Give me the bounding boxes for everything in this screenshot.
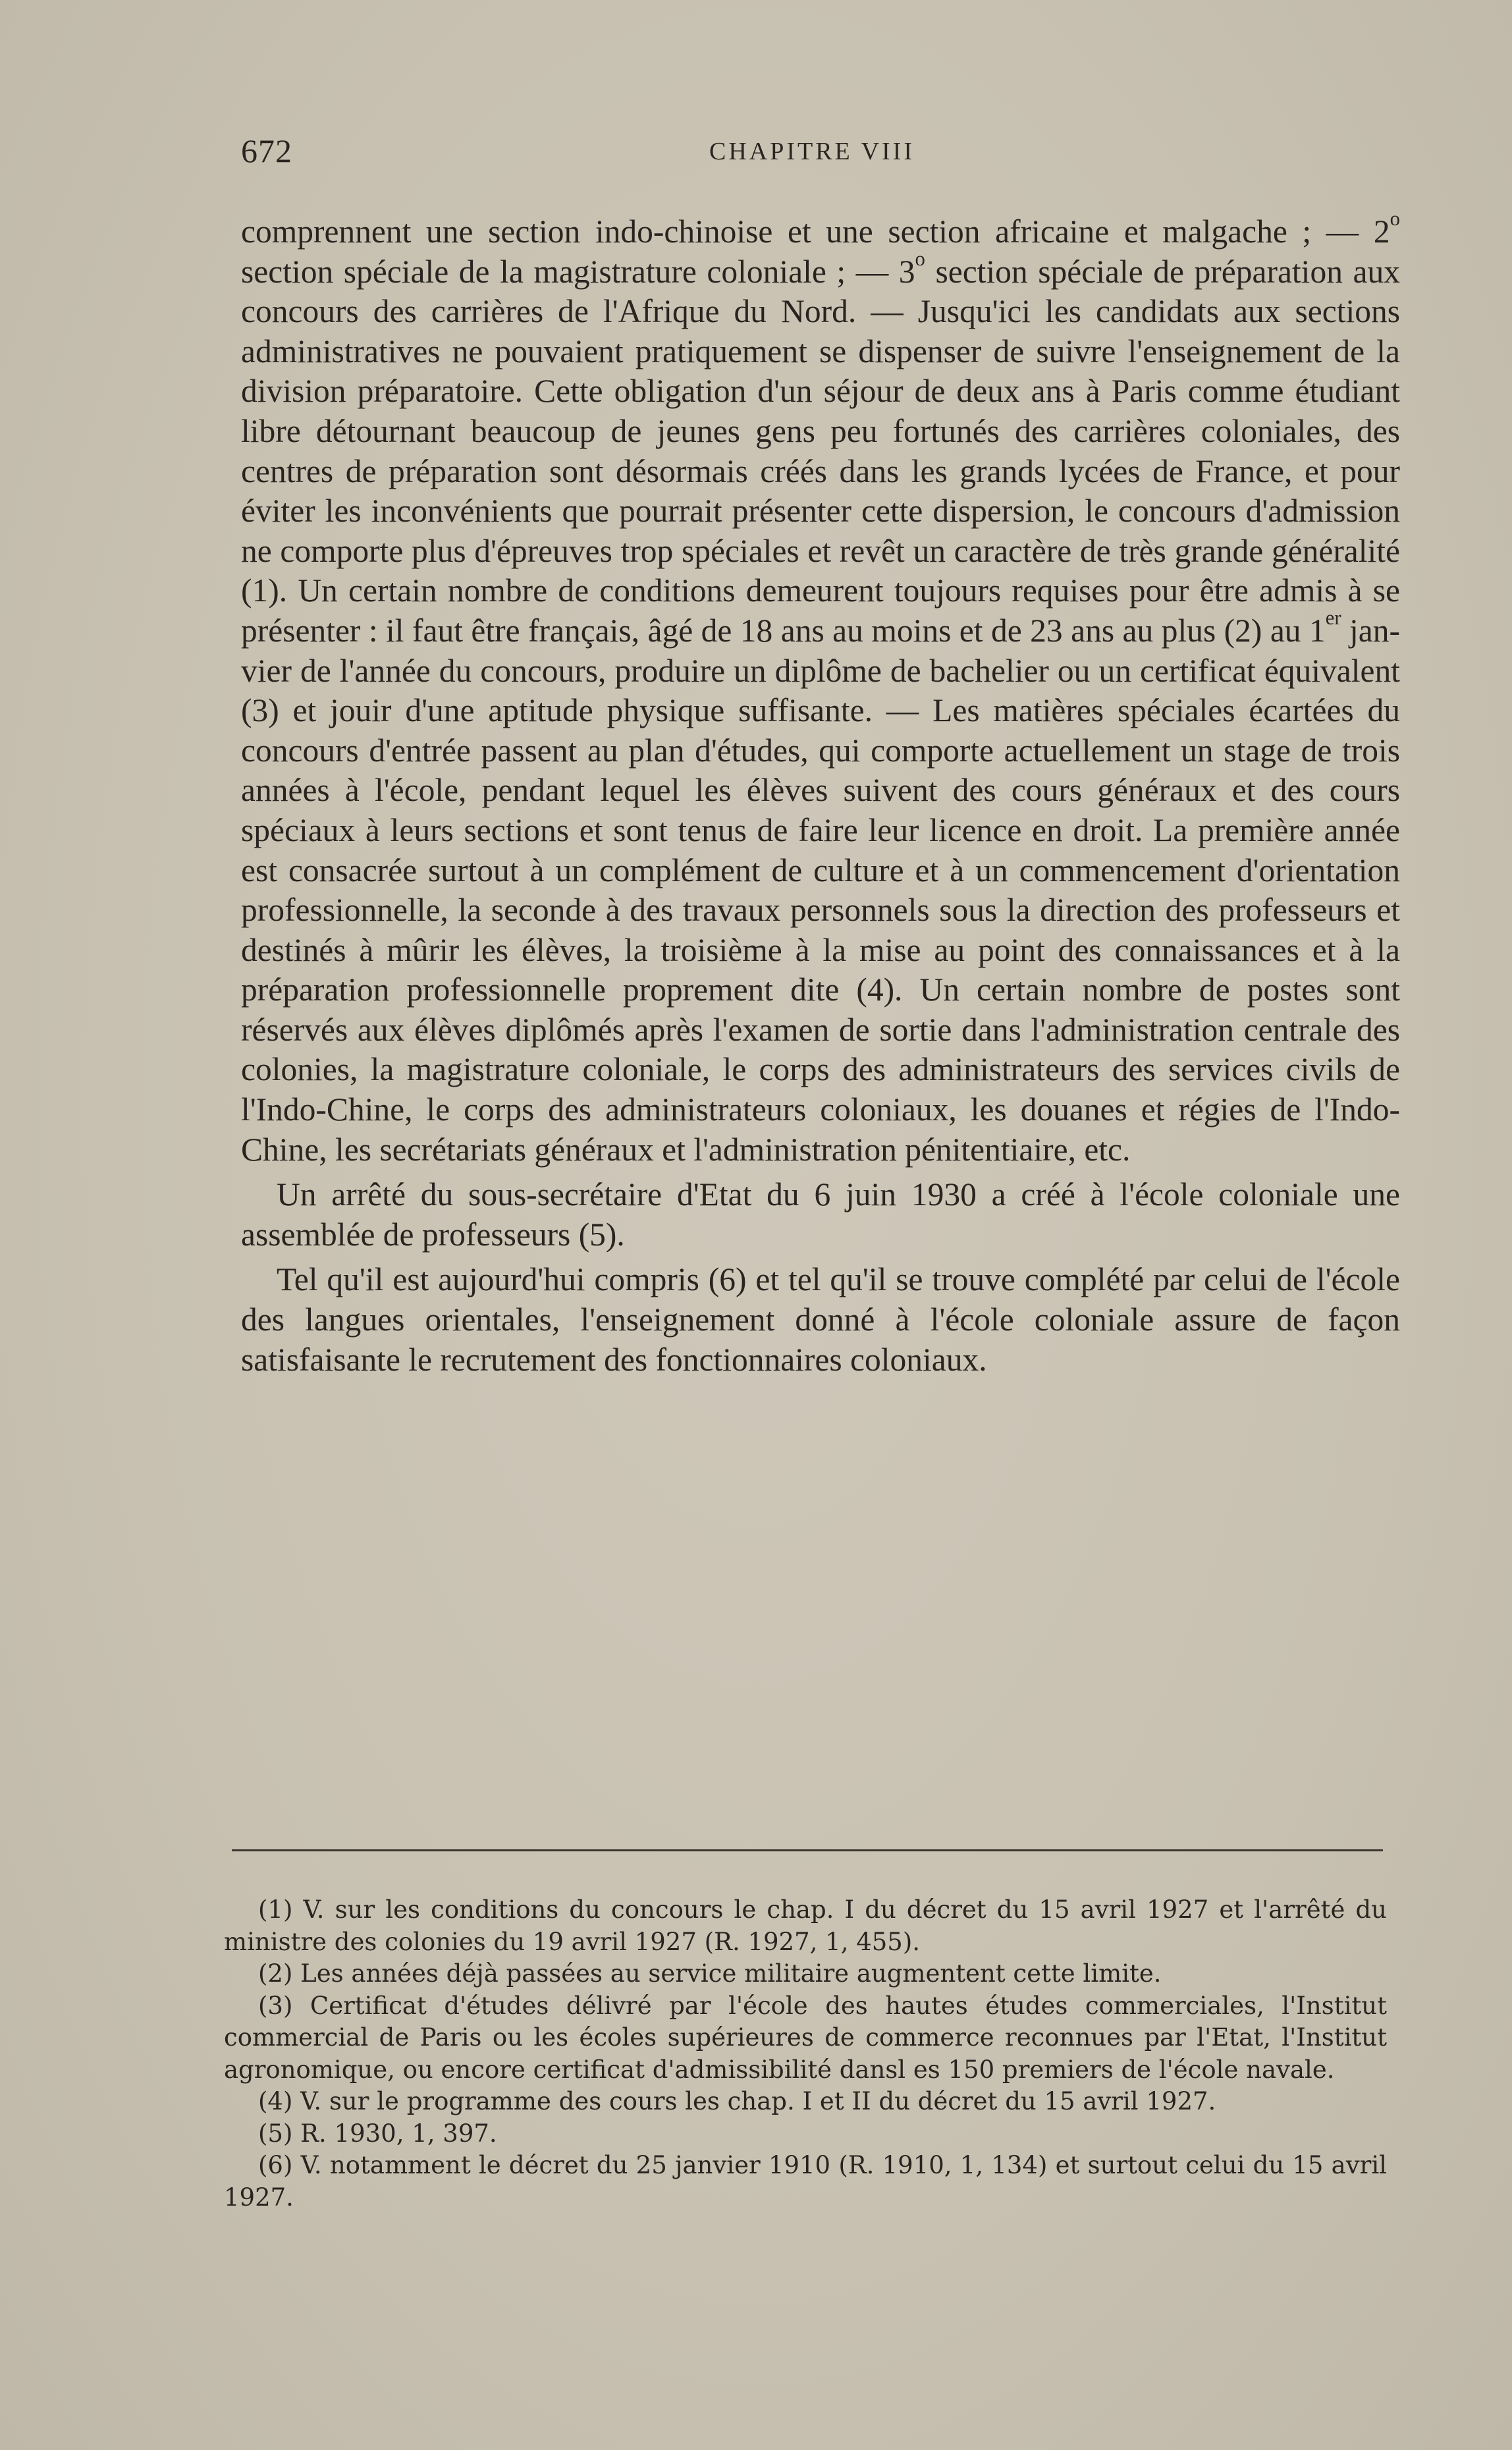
paragraph-1-part-c: section spéciale de préparation aux concours des carrières de l'Afrique du Nord. — Jusqu'ici les candidats aux sections administratives ne pouvaient pratiquement se dispenser de suivre l'enseignement de la division préparatoire. Cette obligation d'un séjour de deux ans à Paris comme étudiant libre détournant beaucoup de jeunes gens peu fortunés des carrières coloniales, des centres de préparation sont désormais créés dans les grands lycées de France, et pour éviter les inconvénients que pourrait présenter cette dispersion, le concours d'admission ne comporte plus d'épreuves trop spéciales et revêt un caractère de très grande généralité (1). Un certain nombre de conditions demeurent toujours requises pour être admis à se présenter : il faut être français, âgé de 18 ans au moins et de 23 ans au plus (2) au 1 bbox=[241, 253, 1400, 649]
footnote-1: (1) V. sur les conditions du concours le chap. I du décret du 15 avril 1927 et l'arrêté du ministre des colonies du 19 avril 1927 (R. 1927, 1, 455). bbox=[224, 1895, 1387, 1956]
footnote-3: (3) Certificat d'études délivré par l'école des hautes études commerciales, l'Institut commercial de Paris ou les écoles supérieures de commerce reconnues par l'Etat, l'Institut agronomique, ou encore certificat d'admissibilité dansl es 150 premiers de l'école navale. bbox=[224, 1991, 1387, 2084]
running-head: CHAPITRE VIII bbox=[709, 138, 915, 165]
paragraph-1-part-b: section spéciale de la magistrature coloniale ; — 3 bbox=[241, 253, 915, 290]
page-header bbox=[241, 132, 1383, 178]
paragraph-2: Un arrêté du sous-secrétaire d'Etat du 6 juin 1930 a créé à l'école coloniale une assemblée de professeurs (5). bbox=[241, 1176, 1400, 1253]
footnote-2: (2) Les années déjà passées au service militaire augmentent cette limite. bbox=[258, 1959, 1162, 1988]
ordinal-suffix: er bbox=[1325, 606, 1341, 629]
ordinal-suffix: o bbox=[1390, 207, 1400, 230]
paragraph-1 bbox=[241, 207, 1400, 1170]
body-text bbox=[241, 207, 1400, 1380]
paragraph-3: Tel qu'il est aujourd'hui compris (6) et tel qu'il se trouve complété par celui de l'école des langues orientales, l'enseignement donné à l'école coloniale assure de façon satisfaisante le recrutement des fonctionnaires coloniaux. bbox=[241, 1261, 1400, 1378]
paragraph-1-part-d: janvier de l'année du concours, produire un diplôme de bachelier ou un certificat équivalent (3) et jouir d'une aptitude physique suffisante. — Les matières spéciales écartées du concours d'entrée passent au plan d'études, qui comporte actuellement un stage de trois années à l'école, pendant lequel les élèves suivent des cours généraux et des cours spéciaux à leurs sections et sont tenus de faire leur licence en droit. La première année est consacrée surtout à un complément de culture et à un commencement d'orientation professionnelle, la seconde à des travaux personnels sous la direction des professeurs et destinés à mûrir les élèves, la troisième à la mise au point des connaissances et à la préparation professionnelle proprement dite (4). Un certain nombre de postes sont réservés aux élèves diplômés après l'examen de sortie dans l'administration centrale des colonies, la magistrature coloniale, le corps des administrateurs des services civils de l'Indo-Chine, le corps des administrateurs coloniaux, les douanes et régies de l'Indo-Chine, les secrétariats généraux et l'administration pénitentiaire, etc. bbox=[241, 612, 1400, 1168]
footnote-6: (6) V. notamment le décret du 25 janvier 1910 (R. 1910, 1, 134) et surtout celui du 15 avril 1927. bbox=[224, 2151, 1387, 2212]
footnote-4: (4) V. sur le programme des cours les chap. I et II du décret du 15 avril 1927. bbox=[258, 2087, 1216, 2115]
footnotes bbox=[224, 1894, 1387, 2214]
footnote-rule bbox=[232, 1849, 1383, 1851]
ordinal-suffix: o bbox=[915, 247, 925, 270]
page-number: 672 bbox=[241, 132, 292, 169]
footnote-5: (5) R. 1930, 1, 397. bbox=[258, 2119, 497, 2148]
paragraph-1-part-a: comprennent une section indo-chinoise et une section africaine et malgache ; — 2 bbox=[241, 213, 1390, 250]
